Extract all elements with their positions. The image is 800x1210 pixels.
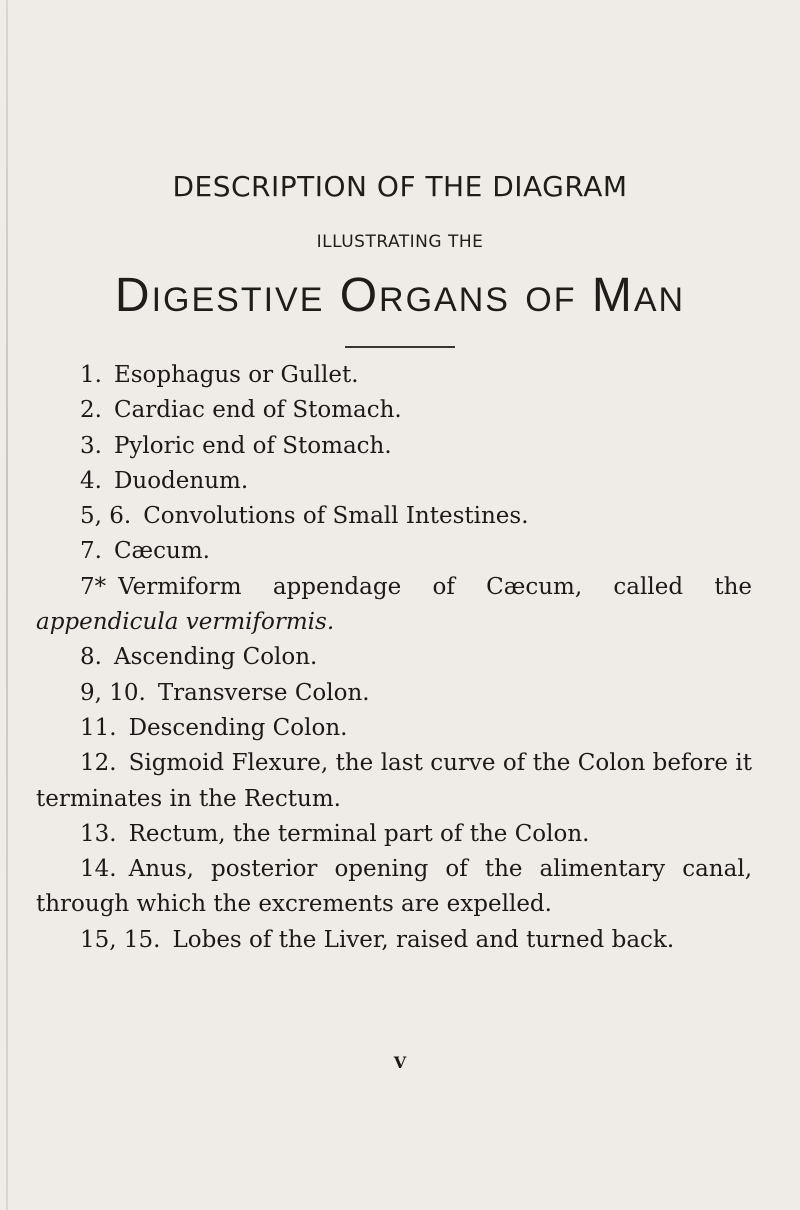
entry-text: Rectum, the terminal part of the Colon. xyxy=(128,820,590,847)
legend-entry-7 xyxy=(36,534,752,569)
title-line-2: ILLUSTRATING THE xyxy=(316,232,484,252)
entry-number: 12. xyxy=(80,750,117,777)
entry-text: Descending Colon. xyxy=(128,714,348,741)
entry-number: 1. xyxy=(80,362,102,388)
entry-text: Anus, posterior opening of the alimentary canal, through which the excrements are expelled. xyxy=(36,856,752,918)
entry-number: 5, 6. xyxy=(80,503,132,530)
legend-entry-14 xyxy=(36,852,752,923)
entry-number: 13. xyxy=(80,820,117,847)
legend-list xyxy=(36,358,752,958)
entry-text: Sigmoid Flexure, the last curve of the Colon before it terminates in the Rectum. xyxy=(36,750,752,812)
title-rule xyxy=(345,346,455,348)
entry-text: Transverse Colon. xyxy=(157,679,370,706)
entry-text: Cardiac end of Stomach. xyxy=(113,397,402,424)
legend-entry-13 xyxy=(36,817,752,852)
entry-text: Lobes of the Liver, raised and turned back. xyxy=(172,926,675,953)
legend-entry-2 xyxy=(36,393,752,428)
legend-entry-9-10 xyxy=(36,676,752,711)
legend-entry-12 xyxy=(36,746,752,817)
main-title: Digestive Organs of Man xyxy=(114,269,686,322)
entry-number: 11. xyxy=(80,714,117,741)
entry-text: Duodenum. xyxy=(113,467,249,494)
entry-number: 4. xyxy=(80,467,102,494)
legend-entry-11 xyxy=(36,711,752,746)
entry-number: 9, 10. xyxy=(80,679,146,706)
legend-entry-3 xyxy=(36,429,752,464)
entry-number: 8. xyxy=(80,644,102,671)
entry-number: 7* xyxy=(80,573,107,600)
page-folio: V xyxy=(393,1053,407,1072)
entry-number: 2. xyxy=(80,397,102,424)
entry-number: 7. xyxy=(80,538,102,565)
entry-italic-term: appendicula vermiformis. xyxy=(36,609,335,636)
title-line-1: DESCRIPTION OF THE DIAGRAM xyxy=(172,170,628,203)
entry-number: 3. xyxy=(80,432,102,459)
entry-text: Vermiform appendage of Cæcum, called the xyxy=(118,573,752,600)
entry-text: Esophagus or Gullet. xyxy=(113,362,359,388)
entry-text: Ascending Colon. xyxy=(113,644,318,671)
entry-text: Pyloric end of Stomach. xyxy=(113,432,392,459)
legend-entry-8 xyxy=(36,640,752,675)
legend-entry-1 xyxy=(36,358,752,393)
entry-text: Convolutions of Small Intestines. xyxy=(143,503,529,530)
legend-entry-4 xyxy=(36,464,752,499)
legend-entry-5-6 xyxy=(36,499,752,534)
legend-entry-7-star xyxy=(36,570,752,641)
entry-text: Cæcum. xyxy=(113,538,210,565)
entry-number: 14. xyxy=(80,856,117,883)
entry-number: 15, 15. xyxy=(80,926,161,953)
legend-entry-15 xyxy=(36,923,752,958)
